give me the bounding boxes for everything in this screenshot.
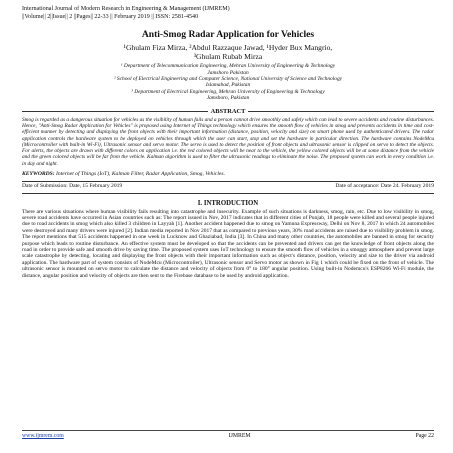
website-link[interactable]: www.ijmrem.com xyxy=(22,433,64,439)
paper-page xyxy=(22,6,434,279)
affiliations xyxy=(22,63,434,101)
keywords-label: KEYWORDS: xyxy=(22,171,55,177)
abstract-rule-right xyxy=(248,111,434,112)
abstract-rule-left xyxy=(22,111,208,112)
journal-name: International Journal of Modern Research in Engineering & Management (IJMREM) xyxy=(22,6,230,12)
submission-date: Date of Submission: Date, 15 February 2019 xyxy=(22,182,123,189)
keywords-text: Internet of Things (IoT), Kalman Filter, Radar Application, Smog, Vehicles. xyxy=(54,171,225,177)
author-list xyxy=(22,43,434,61)
journal-volume-info: ||Volume|| 2||Issue|| 2 ||Pages|| 22-33 || February 2019 || ISSN: 2581-4540 xyxy=(22,13,199,20)
abstract-heading-text: ABSTRACT xyxy=(210,107,246,115)
divider-bottom xyxy=(22,193,434,194)
affiliation-2: ² School of Electrical Engineering and Computer Science, National University of Science and Technology xyxy=(113,76,343,82)
acceptance-date: Date of acceptance: Date 24. February 2019 xyxy=(335,182,434,189)
footer-rule xyxy=(22,430,434,431)
affiliation-2-location: Islamabad, Pakistan xyxy=(205,82,251,89)
divider-top xyxy=(22,181,434,182)
footer-journal: IJMREM xyxy=(228,433,251,439)
journal-header xyxy=(22,6,434,21)
abstract-text: Smog is regarded as a dangerous situation for vehicles as the visibility of human fails and a person cannot drive smoothly and safely which can lead to severe accidents and routine disturbances. Hence, "Anti-Smog Radar Application for Vehicles" is proposed using Internet of Things technology which ensures the smooth flow of vehicles in smog and prevents accidents in time and cost-efficient manner by detecting and displaying the front objects with their important information (distance, position, velocity and size) on smart phone used by authenticated drivers. The radar application controls the hardware system to be deployed on vehicles through which the user can start, stop and set the hardware in particular direction. The hardware contains NodeMcu (Microcontroller with built-in Wi-Fi), Ultrasonic sensor and servo motor. The servo is used to detect the position of front objects and ultrasonic sensor is clipped on servo to detect the objects. For alerts, the objects are drawn with different colors on application i.e. the red colored objects will be near to the vehicle, the yellow colored objects will be at some distance from the vehicle and the green colored objects will be far from the vehicle. Kalman algorithm is used to filter the ultrasonic readings to eliminate the noise. The proposed system can work in every condition i.e. in day and night. xyxy=(22,116,434,167)
keywords xyxy=(22,171,434,178)
affiliation-1: ¹ Department of Telecommunication Engineering, Mehran University of Engineering & Technology xyxy=(120,63,336,70)
affiliation-3-location: Jamshoro, Pakistan xyxy=(206,95,250,102)
paper-title: Anti-Smog Radar Application for Vehicles xyxy=(141,29,315,41)
footer-row xyxy=(22,432,434,440)
authors-line-1: ¹Ghulam Fiza Mirza, ²Abdul Razzaque Jawad, ¹Hyder Bux Mangrio, xyxy=(123,43,333,53)
affiliation-1-location: Jamshoro Pakistan xyxy=(207,69,249,76)
introduction-text: There are various situations where human visibility fails resulting into catastrophe and insecurity. Example of such situations is darkness, smog, rain, etc. Due to low visibility in smog, severe road accidents have occurred in Asian countries such as: The report issued in Nov, 2017 indicates that in different cities of Punjab, 18 people were killed and several people injured due to road accidents in smog which also killed 3 children in Layyah [1]. Another accident happened due to smog on Yamuna Expressway, Delhi on Nov 8, 2017 in which 24 automobiles were destroyed and many drivers were injured [2]. Indian media reported in Nov 2017 that as compared to previous years, 30% road accidents are raised due to visibility problem in smog. The report mentions that 515 accidents happened in one week in Lucknow and Ghaziabad, India [3]. In China and many other countries, the automobiles are banned in smog for security purpose which leads to routine disturbance. An effective system must be developed so that the accidents can be prevented and drivers can get the knowledge of front objects along the road in order to provide safe and smooth drive by saving time. The proposed system uses IoT technology to ensure the smooth flow of vehicles in a smoggy atmosphere and prevent large scale catastrophe by detecting, locating and displaying the front objects with their important information such as object's distance, position, velocity and size to the driver via android application. The hardware part of system consists of NodeMcu (Microcontroller), Ultrasonic sensor and Servo motor as shown in Fig 1 which could be fixed on the front of vehicle. The ultrasonic sensor is mounted on servo motor to calculate the distance and velocity of objects from 0° to 180° angular position. Using built-in Nodemcu's ESP8266 Wi-Fi module, the distance, angular position and velocity of objects are then sent to the Firebase database to be used by android application. xyxy=(22,208,434,279)
page-footer xyxy=(22,430,434,440)
authors-line-2: ³Ghulam Rubab Mirza xyxy=(193,52,263,62)
section-heading-introduction: I. INTRODUCTION xyxy=(197,199,259,207)
page-number: Page 22 xyxy=(415,433,434,439)
affiliation-3: ³ Department of Electrical Engineering, Mehran University of Engineering & Technology xyxy=(131,88,325,95)
abstract-heading xyxy=(22,108,434,115)
dates-row xyxy=(22,183,434,190)
